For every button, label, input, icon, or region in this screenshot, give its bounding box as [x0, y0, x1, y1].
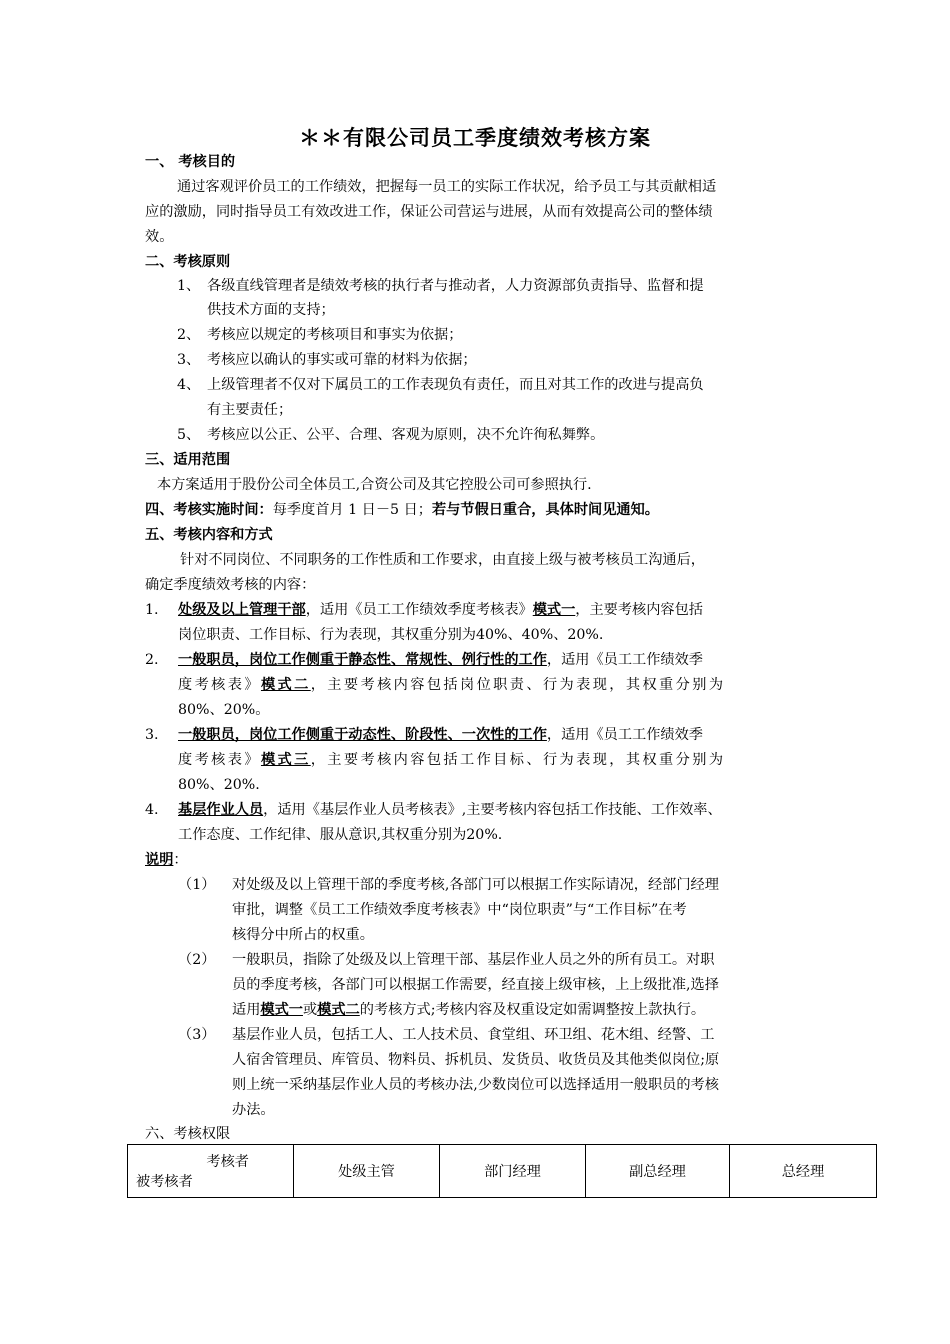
note-text-part: 或 [302, 1002, 318, 1018]
note-emphasis: 模式二 [317, 1002, 360, 1018]
section-4-time: 每季度首月 1 日－5 日； [272, 502, 432, 518]
list-item-text: ，主要考核内容包括岗位职责、行为表现，其权重分别为 [310, 677, 726, 693]
table-header-cell: 总经理 [730, 1145, 877, 1198]
list-item-emphasis: 处级及以上管理干部 [178, 602, 306, 618]
list-item: 有主要责任； [207, 402, 293, 418]
section-1-text: 应的激励，同时指导员工有效改进工作，保证公司营运与进展，从而有效提高公司的整体绩 [145, 204, 713, 220]
note-number: （3） [178, 1027, 216, 1043]
list-number: 3、 [177, 352, 201, 368]
note-text: 则上统一采纳基层作业人员的考核办法,少数岗位可以选择适用一般职员的考核 [232, 1077, 719, 1093]
list-item [178, 725, 703, 745]
list-item-text: 岗位职责、工作目标、行为表现，其权重分别为40%、40%、20%. [178, 627, 604, 643]
section-1-heading: 一、 考核目的 [145, 154, 236, 170]
note-text: 审批，调整《员工工作绩效季度考核表》中“岗位职责”与“工作目标”在考 [232, 902, 687, 918]
note-number: （2） [178, 952, 216, 968]
note-text [232, 1000, 705, 1020]
table-row [128, 1145, 877, 1198]
list-item-emphasis: 一般职员，岗位工作侧重于静态性、常规性、例行性的工作 [178, 652, 547, 668]
note-number: （1） [178, 877, 216, 893]
list-number: 4、 [177, 377, 201, 393]
list-item-text: ，主要考核内容包括 [575, 602, 703, 618]
list-item-emphasis: 模式一 [532, 602, 576, 618]
note-text-part: 的考核方式;考核内容及权重设定如需调整按上款执行。 [359, 1002, 706, 1018]
list-item-emphasis: 模式二 [260, 677, 311, 693]
document-title: ＊＊有限公司员工季度绩效考核方案 [299, 126, 651, 150]
section-4-note: 若与节假日重合，具体时间见通知。 [431, 502, 659, 518]
section-1-text: 通过客观评价员工的工作绩效，把握每一员工的实际工作状况，给予员工与其贡献相适 [177, 179, 717, 195]
section-3-text: 本方案适用于股份公司全体员工,合资公司及其它控股公司可参照执行. [157, 477, 592, 493]
section-2-heading: 二、考核原则 [145, 254, 231, 270]
list-item-emphasis: 一般职员，岗位工作侧重于动态性、阶段性、一次性的工作 [178, 727, 547, 743]
list-item-emphasis: 基层作业人员 [178, 802, 264, 818]
note-text: 核得分中所占的权重。 [232, 927, 374, 943]
note-text: 基层作业人员，包括工人、工人技术员、食堂组、环卫组、花木组、经警、工 [232, 1027, 715, 1043]
list-item: 考核应以规定的考核项目和事实为依据； [207, 327, 463, 343]
note-text: 员的季度考核，各部门可以根据工作需要，经直接上级审核，上上级批准,选择 [232, 977, 719, 993]
list-item-text: ，适用《员工工作绩效季度考核表》 [305, 602, 533, 618]
list-item-text: ，适用《员工工作绩效季 [546, 652, 703, 668]
table-header-cell: 副总经理 [586, 1145, 730, 1198]
table-header-cell: 部门经理 [440, 1145, 586, 1198]
list-item: 上级管理者不仅对下属员工的工作表现负有责任，而且对其工作的改进与提高负 [207, 377, 704, 393]
notes-label: 说明 [145, 852, 174, 868]
list-item-text: ，主要考核内容包括工作目标、行为表现，其权重分别为 [310, 752, 726, 768]
section-4-heading: 四、考核实施时间： [145, 502, 273, 518]
list-number: 2. [145, 652, 159, 668]
list-number: 3. [145, 727, 159, 743]
list-item [178, 800, 722, 820]
section-4-line [145, 500, 659, 520]
section-3-heading: 三、适用范围 [145, 452, 231, 468]
list-item-text: 度考核表》 [178, 752, 261, 768]
table-corner-bottom: 被考核者 [136, 1174, 193, 1190]
authority-table [127, 1144, 877, 1198]
list-item-text: 80%、20%. [178, 777, 260, 793]
list-number: 4. [145, 802, 159, 818]
section-5-intro: 针对不同岗位、不同职务的工作性质和工作要求，由直接上级与被考核员工沟通后， [180, 552, 705, 568]
list-item [178, 675, 725, 695]
list-item: 考核应以确认的事实或可靠的材料为依据； [207, 352, 477, 368]
list-item: 供技术方面的支持； [207, 302, 335, 318]
list-number: 1、 [177, 278, 201, 294]
list-number: 1. [145, 602, 159, 618]
list-item [178, 750, 725, 770]
note-text: 一般职员，指除了处级及以上管理干部、基层作业人员之外的所有员工。对职 [232, 952, 715, 968]
note-text: 人宿舍管理员、库管员、物料员、拆机员、发货员、收货员及其他类似岗位;原 [232, 1052, 720, 1068]
section-1-text: 效。 [145, 229, 174, 245]
list-number: 2、 [177, 327, 201, 343]
note-text: 办法。 [232, 1102, 275, 1118]
list-number: 5、 [177, 427, 201, 443]
section-6-heading: 六、考核权限 [145, 1126, 231, 1142]
note-text-part: 适用 [232, 1002, 261, 1018]
notes-colon: ： [173, 852, 188, 868]
note-text: 对处级及以上管理干部的季度考核,各部门可以根据工作实际请况，经部门经理 [232, 877, 719, 893]
list-item [178, 650, 703, 670]
list-item: 考核应以公正、公平、合理、客观为原则，决不允许徇私舞弊。 [207, 427, 605, 443]
list-item-text: 度考核表》 [178, 677, 261, 693]
list-item-emphasis: 模式三 [260, 752, 311, 768]
list-item-text: ，适用《员工工作绩效季 [546, 727, 703, 743]
section-5-intro: 确定季度绩效考核的内容： [145, 577, 316, 593]
list-item: 各级直线管理者是绩效考核的执行者与推动者，人力资源部负责指导、监督和提 [207, 278, 704, 294]
list-item [178, 600, 703, 620]
list-item-text: 80%、20%。 [178, 702, 270, 718]
table-corner-top: 考核者 [206, 1154, 249, 1170]
table-header-cell: 处级主管 [294, 1145, 440, 1198]
list-item-text: 工作态度、工作纪律、服从意识,其权重分别为20%. [178, 827, 503, 843]
note-emphasis: 模式一 [260, 1002, 303, 1018]
list-item-text: ，适用《基层作业人员考核表》,主要考核内容包括工作技能、工作效率、 [263, 802, 722, 818]
notes-heading [145, 850, 188, 870]
section-5-heading: 五、考核内容和方式 [145, 527, 273, 543]
table-corner-cell [128, 1145, 294, 1198]
